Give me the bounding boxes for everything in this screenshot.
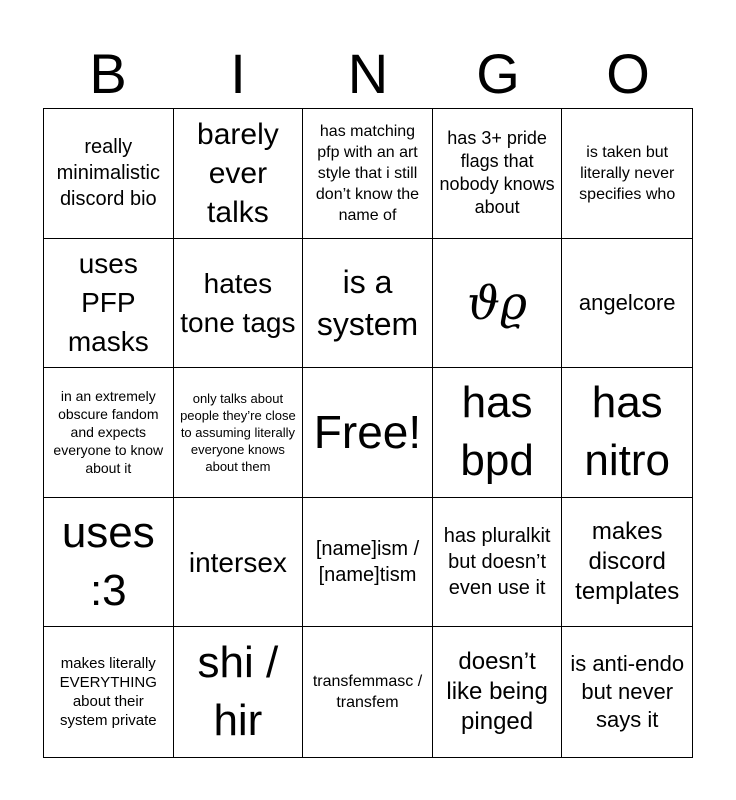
cell-text: shi / hir bbox=[197, 638, 279, 746]
bingo-cell-r1c3[interactable] bbox=[303, 109, 433, 239]
bingo-cell-r5c4[interactable] bbox=[433, 627, 563, 757]
bingo-cell-r4c4[interactable] bbox=[433, 498, 563, 628]
cell-text: has matching pfp with an art style that i still don’t know the name of bbox=[315, 122, 420, 224]
cell-text: makes literally EVERYTHING about their system private bbox=[59, 655, 157, 730]
bingo-cell-r2c3[interactable] bbox=[303, 239, 433, 369]
bingo-cell-r2c4[interactable] bbox=[433, 239, 563, 369]
bingo-cell-r5c3[interactable] bbox=[303, 627, 433, 757]
cell-text: has pluralkit but doesn’t even use it bbox=[443, 525, 551, 600]
cell-text: uses :3 bbox=[61, 508, 155, 616]
cell-text: has 3+ pride flags that nobody knows about bbox=[439, 128, 555, 218]
bingo-board bbox=[43, 108, 693, 758]
bingo-cell-free[interactable] bbox=[303, 368, 433, 498]
cell-text: barely ever talks bbox=[197, 117, 279, 229]
title-letter-i: I bbox=[230, 42, 246, 105]
bingo-cell-r3c1[interactable] bbox=[44, 368, 174, 498]
cell-text: transfemmasc / transfem bbox=[312, 673, 423, 712]
bingo-cell-r1c5[interactable] bbox=[562, 109, 692, 239]
bingo-cell-r4c2[interactable] bbox=[174, 498, 304, 628]
cell-text: uses PFP masks bbox=[67, 248, 149, 358]
title-letter-o: O bbox=[606, 42, 650, 105]
title-letter-n: N bbox=[347, 42, 389, 105]
bingo-cell-r5c1[interactable] bbox=[44, 627, 174, 757]
cell-text: is anti-endo but never says it bbox=[570, 651, 685, 733]
cell-text: angelcore bbox=[578, 289, 676, 315]
bingo-cell-r5c2[interactable] bbox=[174, 627, 304, 757]
cell-text: has bpd bbox=[460, 378, 534, 486]
cell-text: in an extremely obscure fandom and expects everyone to know about it bbox=[53, 388, 164, 477]
cell-text: has nitro bbox=[584, 378, 670, 486]
bingo-cell-r2c5[interactable] bbox=[562, 239, 692, 369]
cell-text: is taken but literally never specifies who bbox=[579, 143, 676, 203]
title-letter-b: B bbox=[89, 42, 127, 105]
theta-rho-symbol: ϑϱ bbox=[467, 275, 528, 330]
cell-text: hates tone tags bbox=[180, 267, 296, 338]
bingo-cell-r3c2[interactable] bbox=[174, 368, 304, 498]
cell-text: is a system bbox=[316, 263, 419, 342]
bingo-cell-r2c1[interactable] bbox=[44, 239, 174, 369]
bingo-cell-r1c2[interactable] bbox=[174, 109, 304, 239]
cell-text: doesn’t like being pinged bbox=[446, 648, 548, 736]
bingo-cell-r2c2[interactable] bbox=[174, 239, 304, 369]
bingo-cell-r4c1[interactable] bbox=[44, 498, 174, 628]
cell-text: only talks about people they’re close to assuming literally everyone knows about them bbox=[180, 390, 296, 474]
cell-text: intersex bbox=[188, 546, 287, 578]
bingo-cell-r1c1[interactable] bbox=[44, 109, 174, 239]
bingo-cell-r1c4[interactable] bbox=[433, 109, 563, 239]
bingo-title bbox=[43, 40, 693, 108]
bingo-cell-r3c4[interactable] bbox=[433, 368, 563, 498]
bingo-cell-r4c3[interactable] bbox=[303, 498, 433, 628]
cell-text: makes discord templates bbox=[575, 518, 680, 606]
title-letter-g: G bbox=[476, 42, 520, 105]
bingo-cell-r5c5[interactable] bbox=[562, 627, 692, 757]
free-space-text: Free! bbox=[313, 406, 422, 459]
cell-text: really minimalistic discord bio bbox=[56, 136, 160, 211]
bingo-cell-r3c5[interactable] bbox=[562, 368, 692, 498]
bingo-cell-r4c5[interactable] bbox=[562, 498, 692, 628]
cell-text: [name]ism / [name]tism bbox=[315, 538, 420, 587]
